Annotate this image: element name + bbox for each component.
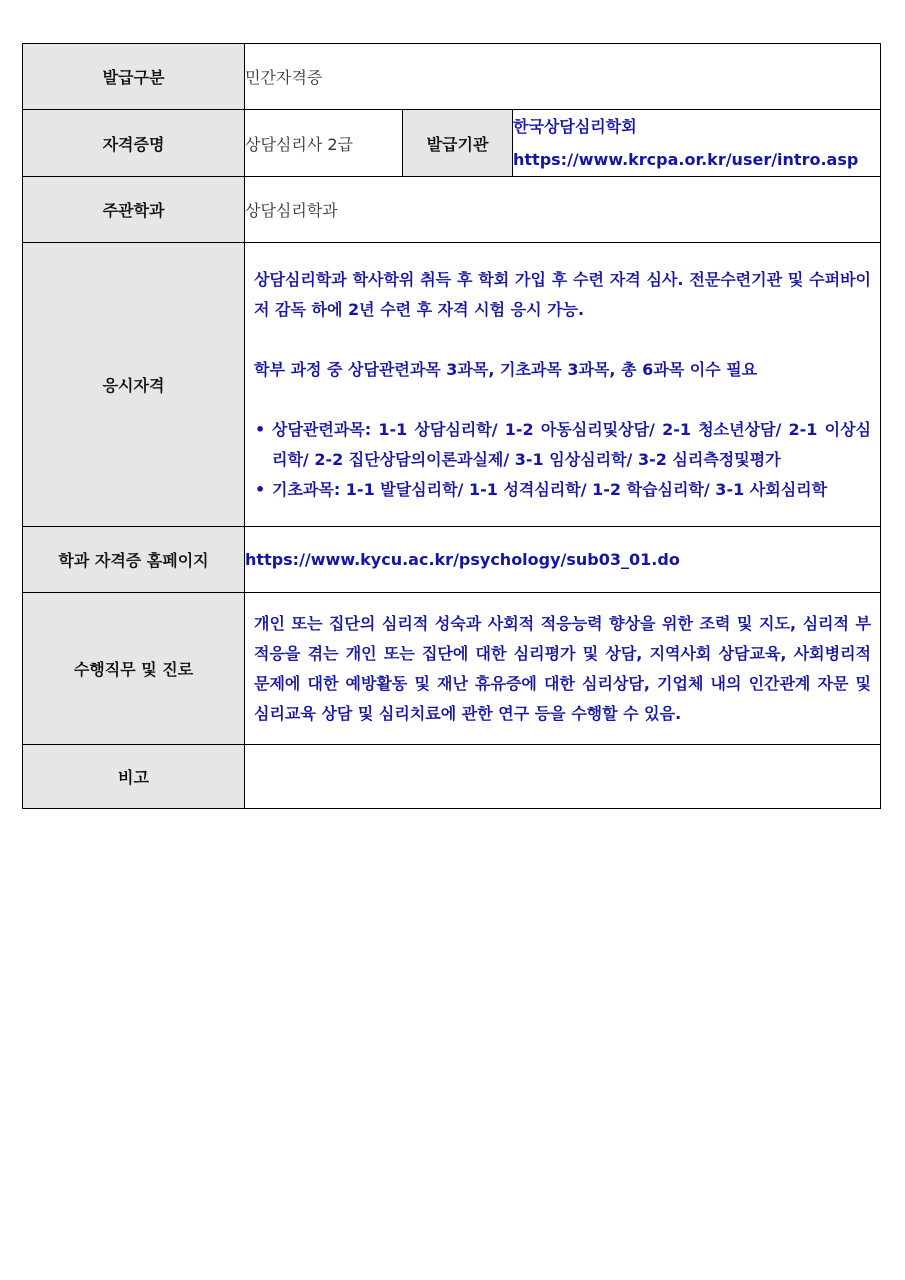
- row-homepage: [23, 527, 881, 593]
- row-cert-name: [23, 110, 881, 177]
- issue-type-value: 민간자격증: [245, 44, 881, 110]
- qualification-label: 응시자격: [23, 243, 245, 527]
- qualification-value: [245, 243, 881, 527]
- row-remarks: [23, 745, 881, 809]
- issue-type-label: 발급구분: [23, 44, 245, 110]
- remarks-label: 비고: [23, 745, 245, 809]
- qualification-bullet-list: [254, 415, 871, 505]
- list-item: [254, 475, 871, 505]
- bullet-icon: •: [255, 419, 266, 439]
- cert-name-label: 자격증명: [23, 110, 245, 177]
- issuer-url-link[interactable]: https://www.krcpa.or.kr/user/intro.asp: [513, 150, 859, 169]
- homepage-url-link[interactable]: https://www.kycu.ac.kr/psychology/sub03_01.do: [245, 527, 881, 593]
- department-label: 주관학과: [23, 177, 245, 243]
- duties-value: 개인 또는 집단의 심리적 성숙과 사회적 적응능력 향상을 위한 조력 및 지도, 심리적 부적응을 겪는 개인 또는 집단에 대한 심리평가 및 상담, 지역사회 상담교육, 사회병리적 문제에 대한 예방활동 및 재난 휴유증에 대한 심리상담, 기업체 내의 인간관계 자문 및 심리교육 상담 및 심리치료에 관한 연구 등을 수행할 수 있음.: [245, 593, 881, 745]
- row-issue-type: [23, 44, 881, 110]
- qualification-para-2: 학부 과정 중 상담관련과목 3과목, 기초과목 3과목, 총 6과목 이수 필요: [254, 359, 758, 379]
- cert-name-value: 상담심리사 2급: [245, 110, 403, 177]
- department-value: 상담심리학과: [245, 177, 881, 243]
- issuer-label: 발급기관: [403, 110, 513, 177]
- list-item: [254, 415, 871, 475]
- issuer-name: 한국상담심리학회: [513, 117, 637, 136]
- issuer-cell: [513, 110, 881, 177]
- certificate-info-table: [22, 43, 881, 809]
- remarks-value: [245, 745, 881, 809]
- duties-label: 수행직무 및 진로: [23, 593, 245, 745]
- bullet-text: 기초과목: 1-1 발달심리학/ 1-1 성격심리학/ 1-2 학습심리학/ 3-1 사회심리학: [272, 479, 828, 499]
- row-qualification: [23, 243, 881, 527]
- homepage-label: 학과 자격증 홈페이지: [23, 527, 245, 593]
- bullet-text: 상담관련과목: 1-1 상담심리학/ 1-2 아동심리및상담/ 2-1 청소년상담/ 2-1 이상심리학/ 2-2 집단상담의이론과실제/ 3-1 임상심리학/ 3-2 심리측정및평가: [272, 419, 871, 469]
- row-duties: [23, 593, 881, 745]
- row-department: [23, 177, 881, 243]
- bullet-icon: •: [255, 479, 266, 499]
- qualification-para-1: 상담심리학과 학사학위 취득 후 학회 가입 후 수련 자격 심사. 전문수련기관 및 수퍼바이저 감독 하에 2년 수련 후 자격 시험 응시 가능.: [254, 269, 871, 319]
